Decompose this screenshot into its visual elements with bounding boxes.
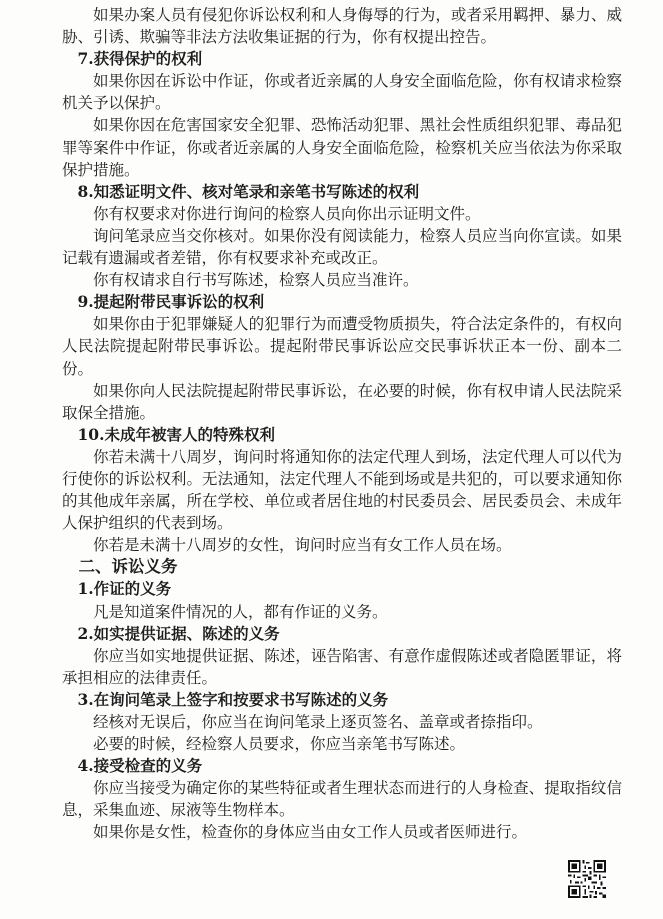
paragraph: 必要的时候，经检察人员要求，你应当亲笔书写陈述。: [93, 735, 466, 754]
item-heading: 7.获得保护的权利: [77, 49, 203, 69]
paragraph: 如果你向人民法院提起附带民事诉讼，在必要的时候，你有权申请人民法院采取保全措施。: [62, 381, 622, 422]
paragraph: 你有权要求对你进行询问的检察人员向你出示证明文件。: [93, 204, 481, 223]
item-heading: 1.作证的义务: [77, 579, 172, 599]
item-heading: 10.未成年被害人的特殊权利: [77, 424, 275, 444]
paragraph: 你有权请求自行书写陈述，检察人员应当准许。: [93, 271, 419, 290]
paragraph: 如果你由于犯罪嫌疑人的犯罪行为而遭受物质损失，符合法定条件的，有权向人民法院提起附带民事诉讼。提起附带民事诉讼应交民事诉状正本一份、副本二份。: [62, 315, 622, 378]
item-heading: 9.提起附带民事诉讼的权利: [77, 292, 265, 312]
paragraph: 你若是未满十八周岁的女性，询问时应当有女工作人员在场。: [93, 536, 512, 555]
paragraph: 如果你是女性，检查你的身体应当由女工作人员或者医师进行。: [93, 823, 528, 842]
paragraph: 如果你因在诉讼中作证，你或者近亲属的人身安全面临危险，你有权请求检察机关予以保护。: [62, 72, 622, 113]
paragraph: 如果办案人员有侵犯你诉讼权利和人身侮辱的行为，或者采用羁押、暴力、威胁、引诱、欺骗等非法方法收集证据的行为，你有权提出控告。: [62, 6, 622, 47]
qr-code-icon: [568, 860, 606, 898]
paragraph: 询问笔录应当交你核对。如果你没有阅读能力，检察人员应当向你宣读。如果记载有遗漏或者差错，你有权要求补充或改正。: [62, 226, 622, 268]
item-heading: 4.接受检查的义务: [77, 756, 203, 776]
paragraph: 你应当接受为确定你的某些特征或者生理状态而进行的人身检查、提取指纹信息，采集血迹、尿液等生物样本。: [62, 779, 622, 820]
item-heading: 2.如实提供证据、陈述的义务: [77, 623, 280, 643]
item-heading: 3.在询问笔录上签字和按要求书写陈述的义务: [77, 689, 389, 709]
section-heading: 二、诉讼义务: [78, 557, 178, 577]
document-body: [62, 4, 622, 844]
paragraph: 经核对无误后，你应当在询问笔录上逐页签名、盖章或者捺指印。: [93, 713, 543, 731]
item-heading: 8.知悉证明文件、核对笔录和亲笔书写陈述的权利: [77, 181, 420, 201]
paragraph: 你应当如实地提供证据、陈述，诬告陷害、有意作虚假陈述或者隐匿罪证，将承担相应的法律责任。: [62, 646, 622, 687]
paragraph: 你若未满十八周岁，询问时将通知你的法定代理人到场，法定代理人可以代为行使你的诉讼权利。无法通知，法定代理人不能到场或是共犯的，可以要求通知你的其他成年亲属，所在学校、单位或者居住地的村民委员会、居民委员会、未成年人保护组织的代表到场。: [62, 447, 622, 533]
paragraph: 如果你因在危害国家安全犯罪、恐怖活动犯罪、黑社会性质组织犯罪、毒品犯罪等案件中作证，你或者近亲属的人身安全面临危险，检察机关应当依法为你采取保护措施。: [62, 116, 622, 179]
paragraph: 凡是知道案件情况的人，都有作证的义务。: [93, 602, 388, 621]
